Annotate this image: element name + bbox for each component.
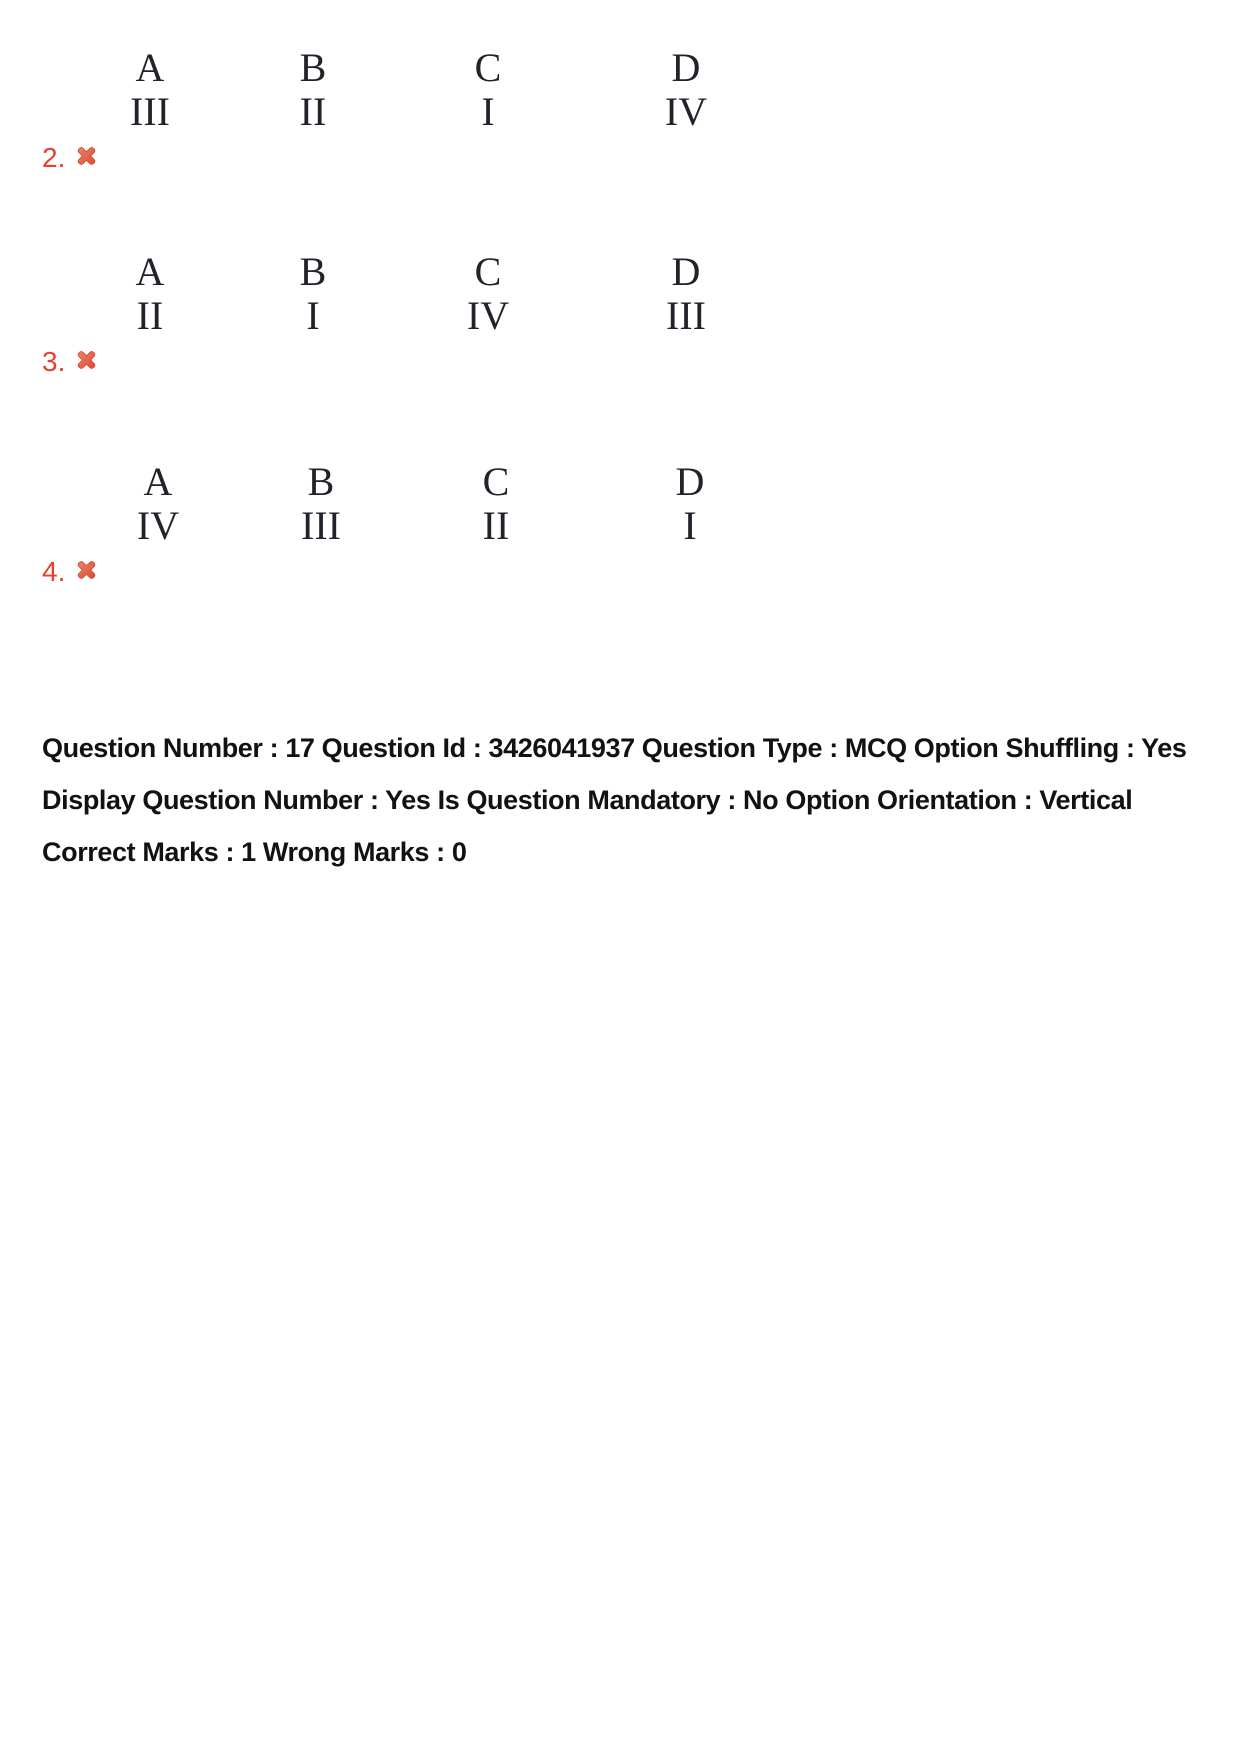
match-value-a: III: [130, 89, 170, 134]
wrong-answer-cross-icon: [76, 561, 97, 582]
option-2-marker: [42, 144, 97, 172]
column-label-b: B: [299, 249, 327, 294]
match-value-b: II: [299, 89, 327, 134]
match-value-d: IV: [664, 89, 708, 134]
match-value-d: I: [683, 503, 697, 548]
column-label-b: B: [307, 459, 335, 504]
column-label-a: A: [143, 459, 173, 504]
option-number: 4.: [42, 556, 66, 587]
column-label-c: C: [482, 459, 510, 504]
answer-option-2: [0, 45, 1240, 248]
column-label-c: C: [474, 249, 502, 294]
question-metadata: [42, 728, 1222, 884]
match-value-c: IV: [466, 293, 510, 338]
match-value-b: I: [306, 293, 320, 338]
column-label-d: D: [671, 45, 701, 90]
metadata-line-3: Correct Marks : 1 Wrong Marks : 0: [42, 837, 467, 867]
option-3-marker: [42, 348, 97, 376]
column-label-c: C: [474, 45, 502, 90]
column-label-b: B: [299, 45, 327, 90]
column-label-d: D: [675, 459, 705, 504]
column-label-d: D: [671, 249, 701, 294]
column-label-a: A: [135, 45, 165, 90]
match-value-c: I: [481, 89, 495, 134]
option-number: 3.: [42, 346, 66, 377]
answer-option-3: [0, 249, 1240, 452]
wrong-answer-cross-icon: [76, 351, 97, 372]
metadata-line-2: Display Question Number : Yes Is Question Mandatory : No Option Orientation : Vertical: [42, 785, 1133, 815]
match-value-c: II: [482, 503, 510, 548]
metadata-line-1: Question Number : 17 Question Id : 3426041937 Question Type : MCQ Option Shuffling : Yes: [42, 733, 1187, 763]
match-value-a: IV: [136, 503, 180, 548]
wrong-answer-cross-icon: [76, 147, 97, 168]
match-value-d: III: [666, 293, 706, 338]
option-4-marker: [42, 558, 97, 586]
match-value-a: II: [136, 293, 164, 338]
answer-option-4: [0, 459, 1240, 662]
column-label-a: A: [135, 249, 165, 294]
match-value-b: III: [301, 503, 341, 548]
option-number: 2.: [42, 142, 66, 173]
